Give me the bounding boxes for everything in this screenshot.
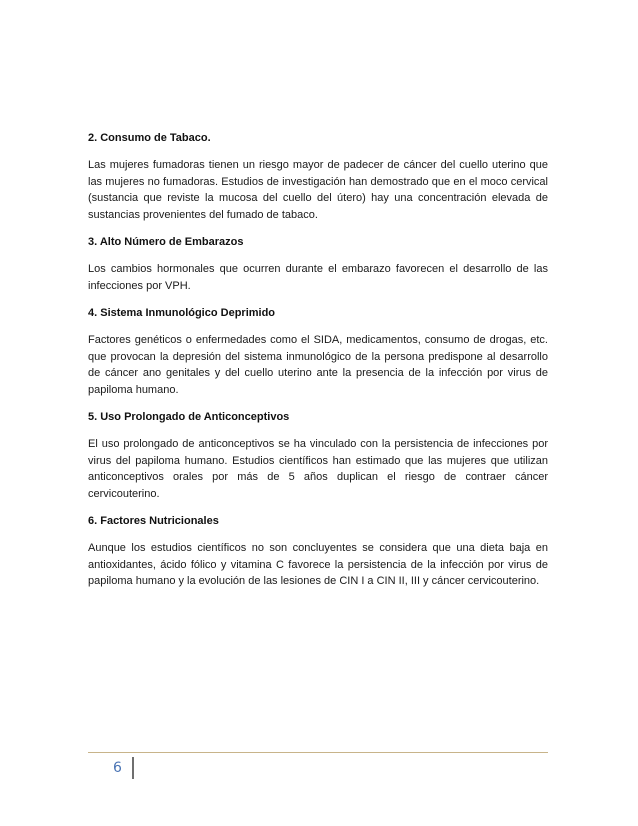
section-paragraph: Aunque los estudios científicos no son concluyentes se considera que una dieta baja en antioxidantes, ácido fólico y vitamina C favorece la persistencia de la infección por virus de papiloma humano y la evolución de las lesiones de CIN I a CIN II, III y cáncer cervicouterino.: [88, 542, 548, 587]
page-footer: [88, 752, 548, 782]
section-consumo-tabaco: [88, 131, 548, 223]
section-paragraph: El uso prolongado de anticonceptivos se ha vinculado con la persistencia de infecciones por virus del papiloma humano. Estudios científicos han estimado que las mujeres que utilizan anticonceptivos orales por más de 5 años duplican el riesgo de contraer cáncer cervicouterino.: [88, 438, 548, 500]
page-content: [88, 131, 548, 602]
section-alto-numero-embarazos: [88, 235, 548, 294]
section-heading: 2. Consumo de Tabaco.: [88, 132, 211, 144]
section-uso-anticonceptivos: [88, 410, 548, 502]
page-number-separator: [132, 757, 134, 779]
section-heading: 4. Sistema Inmunológico Deprimido: [88, 307, 276, 319]
section-factores-nutricionales: [88, 514, 548, 590]
section-heading: 5. Uso Prolongado de Anticonceptivos: [88, 411, 290, 423]
section-paragraph: Factores genéticos o enfermedades como el SIDA, medicamentos, consumo de drogas, etc. que provocan la depresión del sistema inmunológico de la persona predispone al desarrollo de cáncer ano genitales y del cuello uterino ante la presencia de la infección por virus de papiloma humano.: [88, 334, 548, 396]
section-paragraph: Las mujeres fumadoras tienen un riesgo mayor de padecer de cáncer del cuello uterino que las mujeres no fumadoras. Estudios de investigación han demostrado que en el moco cervical (sustancia que reviste la mucosa del cuello del útero) hay una concentración elevada de sustancias provenientes del fumado de tabaco.: [88, 159, 548, 221]
section-heading: 6. Factores Nutricionales: [88, 515, 219, 527]
section-heading: 3. Alto Número de Embarazos: [88, 236, 244, 248]
section-sistema-inmunologico: [88, 306, 548, 398]
footer-divider: [88, 752, 548, 753]
section-paragraph: Los cambios hormonales que ocurren durante el embarazo favorecen el desarrollo de las infecciones por VPH.: [88, 263, 548, 292]
page-number: 6: [113, 760, 122, 776]
